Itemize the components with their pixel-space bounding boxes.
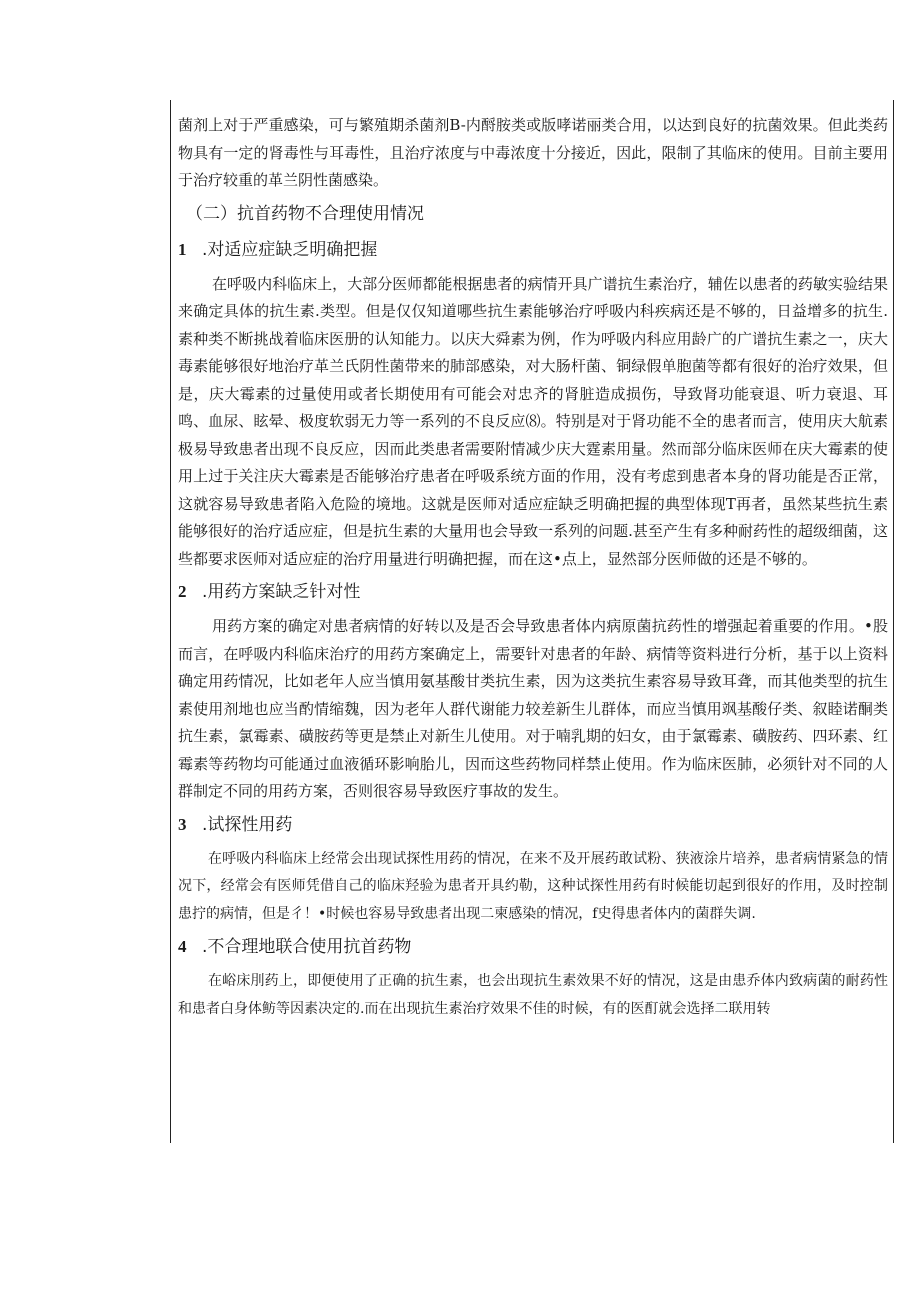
subsection-number: 2 — [178, 582, 187, 601]
subsection-paragraph-3: 在呼吸内科临床上经常会出现试探性用药的情况，在来不及开展药敢试粉、狭液涂片培养，患者病情紧急的情况下，经常会有医师凭借自己的临床羟验为患者开具约勒，这种试探性用药有时候能切起到很好的作用，及时控制患拧的病情，但是彳！•时候也容易导致患者出现二柬感染的情况，f史得患者体内的菌群失调. — [178, 850, 888, 922]
subsection-title: .试探性用药 — [202, 814, 293, 835]
subsection-paragraph-2: 用药方案的确定对患者病情的好转以及是否会导致患者体内病原菌抗药性的增强起着重要的作用。•股而言，在呼吸内科临床治疗的用药方案确定上，需要针对患者的年龄、病情等资料进行分析，基于以上资料确定用药情况，比如老年人应当慎用氨基酸甘类抗生素，因为这类抗生素容易导致耳聋，而其他类型的抗生素使用剂地也应当酌情缩魏，因为老年人群代谢能力较差新生儿群体，而应当慎用飒基酸仔类、叙睦诺酮类抗生素，氯霉素、磺胺药等更是禁止对新生儿使用。对于喃乳期的妇女，由于氯霉素、磺胺药、四环素、红霉素等药物均可能通过血液循环影响胎儿，因而这些药物同样禁止使用。作为临床医肺，必须针对不同的人群制定不同的用药方案，否则很容易导致医疗事故的发生。 — [178, 617, 888, 800]
subsection-number: 1 — [178, 239, 187, 259]
subsection-title: .不合理地联合使用抗首药物 — [202, 937, 412, 957]
subsection-number: 3 — [178, 814, 187, 834]
document-body — [178, 112, 888, 1023]
subsection-title: .用药方案缺乏针对性 — [202, 582, 361, 602]
subsection-heading-3 — [178, 810, 888, 840]
subsection-number: 4 — [178, 937, 187, 956]
subsection-heading-2 — [178, 577, 888, 607]
subsection-paragraph-4: 在峪床刖药上，即便使用了正确的抗生素，也会出现抗生素效果不好的情况，这是由患乔体内致病菌的耐药性和患者白身体鲂等因素决定的.而在出现抗生素治疗效果不佳的时候，有的医酊就会选择二联用转 — [178, 973, 888, 1017]
subsection-heading-4 — [178, 932, 888, 962]
subsection-title: .对适应症缺乏明确把握 — [202, 239, 378, 260]
intro-paragraph: 菌剂上对于严重感染，可与繁殖期杀菌剂B-内酹胺类或版哮诺丽类合用，以达到良好的抗菌效果。但此类药物具有一定的肾毒性与耳毒性，且治疗浓度与中毒浓度十分接近，因此，限制了其临床的使用。目前主要用于治疗较重的革兰阴性菌感染。 — [178, 116, 888, 189]
subsection-heading-1 — [178, 235, 888, 265]
subsection-paragraph-1: 在呼吸内科临床上，大部分医师都能根据患者的病情开具广谱抗生素治疗，辅佐以患者的药敏实验结果来确定具体的抗生素.类型。但是仅仅知道哪些抗生素能够治疗呼吸内科疾病还是不够的，日益增多的抗生.素种类不断挑战着临床医册的认知能力。以庆大舜素为例，作为呼吸内科应用龄广的广谱抗生素之一，庆大毒素能够很好地治疗革兰氏阴性菌带来的肺部感染，对大肠杆菌、铜绿假单胞菌等都有很好的治疗效果，但是，庆大霉素的过量使用或者长期使用有可能会对忠齐的肾脏造成损伤，导致肾功能衰退、听力衰退、耳鸣、血尿、眩晕、极度软弱无力等一系列的不良反应⑻。特别是对于肾功能不全的患者而言，使用庆大航素极易导致患者出现不良反应，因而此类患者需要附情减少庆大霆素用量。然而部分临床医师在庆大霉素的使用上过于关注庆大霉素是否能够治疗患者在呼吸系统方面的作用，没有考虑到患者本身的肾功能是否正常，这就容易导致患者陷入危险的境地。这就是医师对适应症缺乏明确把握的典型体现T再者，虽然某些抗生素能够很好的治疗适应症，但是抗生素的大量用也会导致一系列的问题.甚至产生有多种耐药性的超级细菌，这些都要求医师对适应症的治疗用量进行明确把握，而在这•点上，显然部分医师做的还是不够的。 — [178, 274, 888, 568]
section-heading: （二）抗首药物不合理使用情况 — [186, 203, 424, 224]
